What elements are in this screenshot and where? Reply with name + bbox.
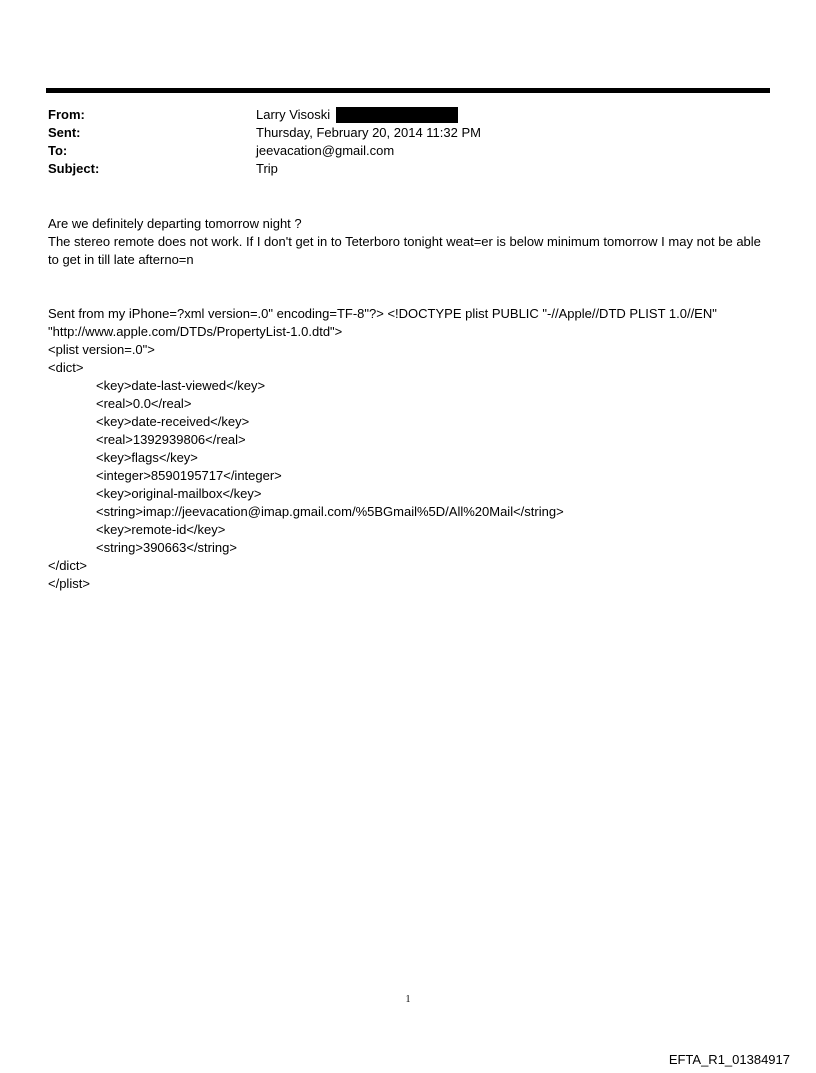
sent-label: Sent: [48, 125, 81, 140]
from-value-wrap [256, 106, 458, 124]
plist-close-dict: </dict> [48, 558, 88, 573]
plist-entry: <string>imap://jeevacation@imap.gmail.com/%5BGmail%5D/All%20Mail</string> [96, 504, 564, 519]
plist-entry: <real>1392939806</real> [96, 432, 246, 447]
plist-entry: <real>0.0</real> [96, 396, 192, 411]
plist-entry: <key>original-mailbox</key> [96, 486, 262, 501]
plist-line-2: "http://www.apple.com/DTDs/PropertyList-1.0.dtd"> [48, 324, 343, 339]
plist-line-1: Sent from my iPhone=?xml version=.0" encoding=TF-8"?> <!DOCTYPE plist PUBLIC "-//Apple//DTD PLIST 1.0//EN" [48, 306, 717, 321]
body-line-1: Are we definitely departing tomorrow night ? [48, 216, 302, 231]
plist-entry: <string>390663</string> [96, 540, 237, 555]
to-value: jeevacation@gmail.com [256, 143, 395, 158]
document-id: EFTA_R1_01384917 [668, 1052, 790, 1067]
plist-close-plist: </plist> [48, 576, 90, 591]
plist-entry: <key>date-received</key> [96, 414, 250, 429]
from-label: From: [48, 107, 85, 122]
subject-row [48, 160, 748, 178]
to-row [48, 142, 748, 160]
plist-entry: <integer>8590195717</integer> [96, 468, 282, 483]
page-number: 1 [405, 994, 411, 1005]
subject-value: Trip [256, 161, 278, 176]
plist-block [48, 305, 768, 593]
plist-line-4: <dict> [48, 360, 84, 375]
from-row [48, 106, 748, 124]
sent-value: Thursday, February 20, 2014 11:32 PM [256, 125, 481, 140]
to-label: To: [48, 143, 68, 158]
plist-entry: <key>remote-id</key> [96, 522, 226, 537]
body-line-2: The stereo remote does not work. If I don't get in to Teterboro tonight weat=er is below minimum tomorrow I may not be able to get in till late afterno=n [48, 234, 761, 267]
redaction-box [336, 107, 458, 123]
from-value: Larry Visoski [256, 107, 331, 122]
subject-label: Subject: [48, 161, 100, 176]
header-rule [46, 88, 770, 93]
plist-entry: <key>date-last-viewed</key> [96, 378, 266, 393]
plist-line-3: <plist version=.0"> [48, 342, 155, 357]
email-body [48, 215, 768, 269]
plist-entry: <key>flags</key> [96, 450, 198, 465]
email-header [48, 106, 748, 178]
sent-row [48, 124, 748, 142]
